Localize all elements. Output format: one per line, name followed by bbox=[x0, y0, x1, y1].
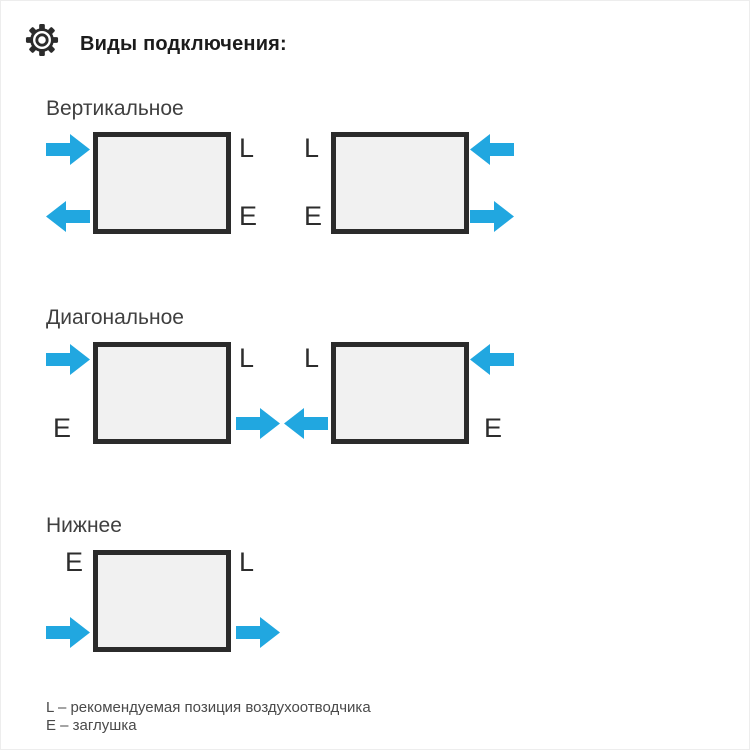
port-label: L bbox=[239, 547, 255, 577]
page-title: Виды подключения: bbox=[80, 33, 287, 55]
arrow-left-icon bbox=[470, 344, 514, 375]
arrow-right-icon bbox=[46, 617, 90, 648]
port-label: E bbox=[65, 547, 84, 577]
section-label-vertical: Вертикальное bbox=[46, 97, 184, 120]
section-label-diagonal: Диагональное bbox=[46, 306, 184, 329]
port-label: E bbox=[484, 413, 503, 443]
arrow-right-icon bbox=[236, 408, 280, 439]
port-label: L bbox=[239, 133, 255, 163]
section-label-bottom: Нижнее bbox=[46, 514, 122, 537]
legend-line-plug: E – заглушка bbox=[46, 717, 137, 734]
radiator-rect bbox=[93, 550, 231, 652]
port-label: E bbox=[53, 413, 72, 443]
radiator-rect bbox=[93, 342, 231, 444]
gear-icon bbox=[25, 23, 59, 57]
port-label: L bbox=[304, 343, 320, 373]
radiator-rect bbox=[331, 342, 469, 444]
port-label: E bbox=[239, 201, 258, 231]
arrow-right-icon bbox=[236, 617, 280, 648]
arrow-right-icon bbox=[470, 201, 514, 232]
port-label: L bbox=[239, 343, 255, 373]
port-label: L bbox=[304, 133, 320, 163]
radiator-rect bbox=[331, 132, 469, 234]
port-label: E bbox=[304, 201, 323, 231]
arrow-left-icon bbox=[46, 201, 90, 232]
legend-line-air-vent: L – рекомендуемая позиция воздухоотводчика bbox=[46, 699, 371, 716]
arrow-left-icon bbox=[284, 408, 328, 439]
arrow-right-icon bbox=[46, 344, 90, 375]
arrow-right-icon bbox=[46, 134, 90, 165]
arrow-left-icon bbox=[470, 134, 514, 165]
radiator-rect bbox=[93, 132, 231, 234]
